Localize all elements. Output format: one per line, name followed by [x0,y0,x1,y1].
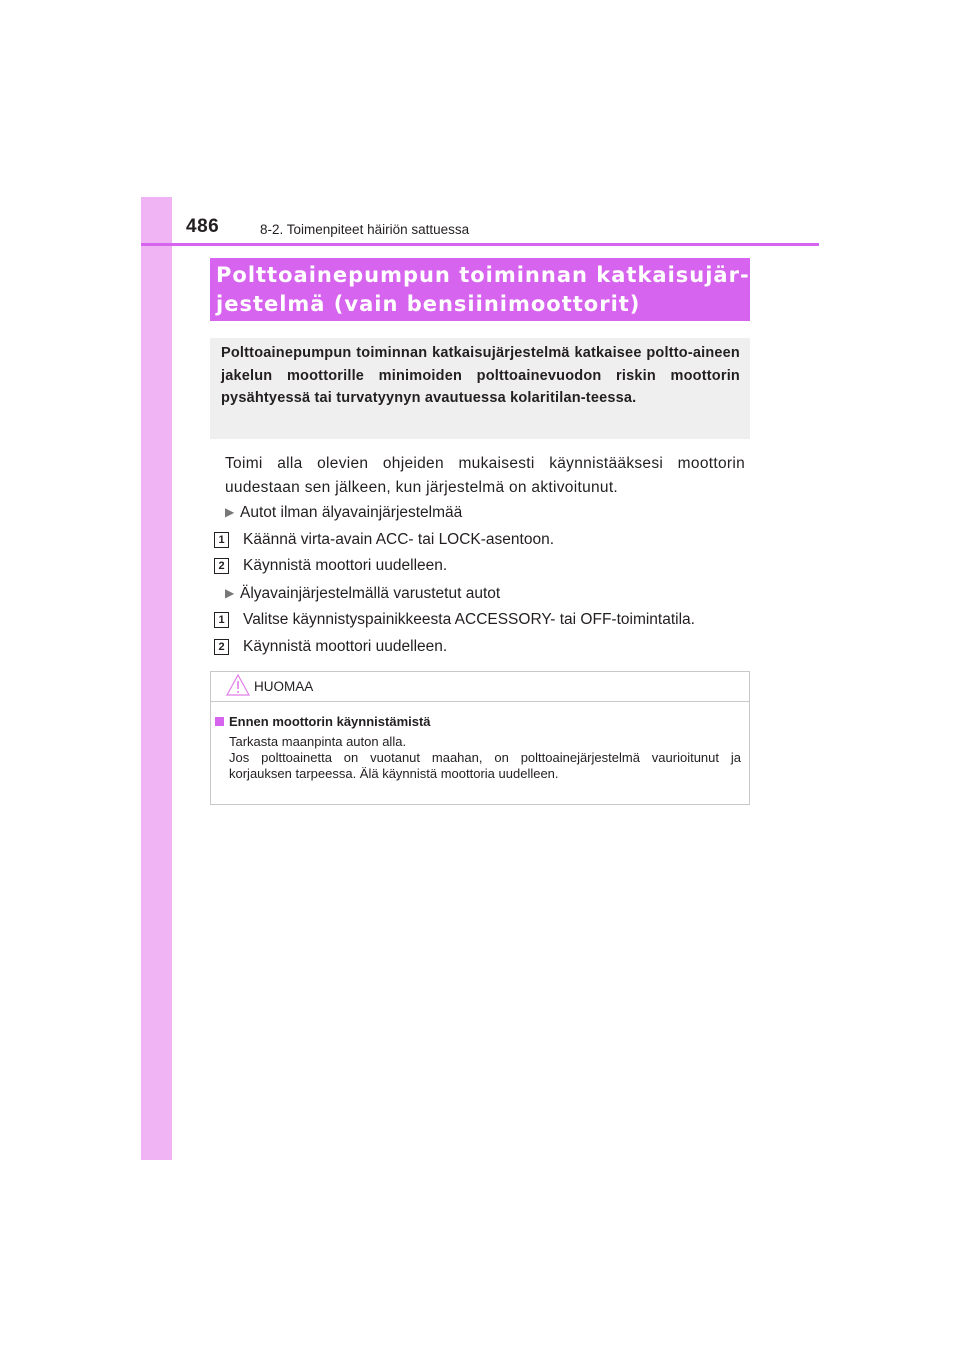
caution-header [211,672,749,702]
caution-subheading [215,714,431,729]
step-number-badge: 1 [214,532,229,548]
step-number-badge: 2 [214,558,229,574]
caution-line-2: Jos polttoainetta on vuotanut maahan, on polttoainejärjestelmä vaurioitunut ja korjauksen tarpeessa. Älä käynnistä moottoria uudelleen. [229,750,741,781]
caution-line-1: Tarkasta maanpinta auton alla. [229,734,407,749]
subheading-label: Älyavainjärjestelmällä varustetut autot [240,585,501,602]
caution-notice-box [210,671,750,805]
header-divider [141,243,819,246]
page-number: 486 [186,216,220,237]
section-title-line-2: jestelmä (vain bensiinimoottorit) [216,292,641,316]
body-paragraph: Toimi alla olevien ohjeiden mukaisesti käynnistääksesi moottorin uudestaan sen jälkeen, kun järjestelmä on aktivoitunut. [225,455,745,496]
intro-summary-text: Polttoainepumpun toiminnan katkaisujärjestelmä katkaisee poltto-aineen jakelun moottorille minimoiden polttoainevuodon riskin moottorin pysähtyessä tai turvatyynyn avautuessa kolaritilan-teessa. [221,345,740,406]
triangle-bullet-icon: ▶ [225,586,235,600]
intro-summary-box [210,338,750,439]
caution-body [229,734,741,782]
step-text: Käännä virta-avain ACC- tai LOCK-asentoon. [243,531,555,548]
step-text: Valitse käynnistyspainikkeesta ACCESSORY- tai OFF-toimintatila. [243,611,695,628]
step-number-badge: 2 [214,639,229,655]
section-title-line-1: Polttoainepumpun toiminnan katkaisujär- [216,263,750,287]
side-tab-strip [141,197,172,1160]
step-number-badge: 1 [214,612,229,628]
warning-triangle-icon [226,674,250,696]
subheading-smart-key [225,583,500,604]
triangle-bullet-icon: ▶ [225,505,235,519]
section-title-banner [210,258,750,321]
subheading-label: Autot ilman älyavainjärjestelmää [240,504,463,521]
subheading-no-smart-key [225,502,462,523]
step-text: Käynnistä moottori uudelleen. [243,557,448,574]
square-bullet-icon [215,717,224,726]
caution-label: HUOMAA [254,679,314,694]
caution-subheading-text: Ennen moottorin käynnistämistä [229,714,431,729]
section-title [216,261,750,319]
step-text: Käynnistä moottori uudelleen. [243,638,448,655]
chapter-title: 8-2. Toimenpiteet häiriön sattuessa [260,222,470,237]
